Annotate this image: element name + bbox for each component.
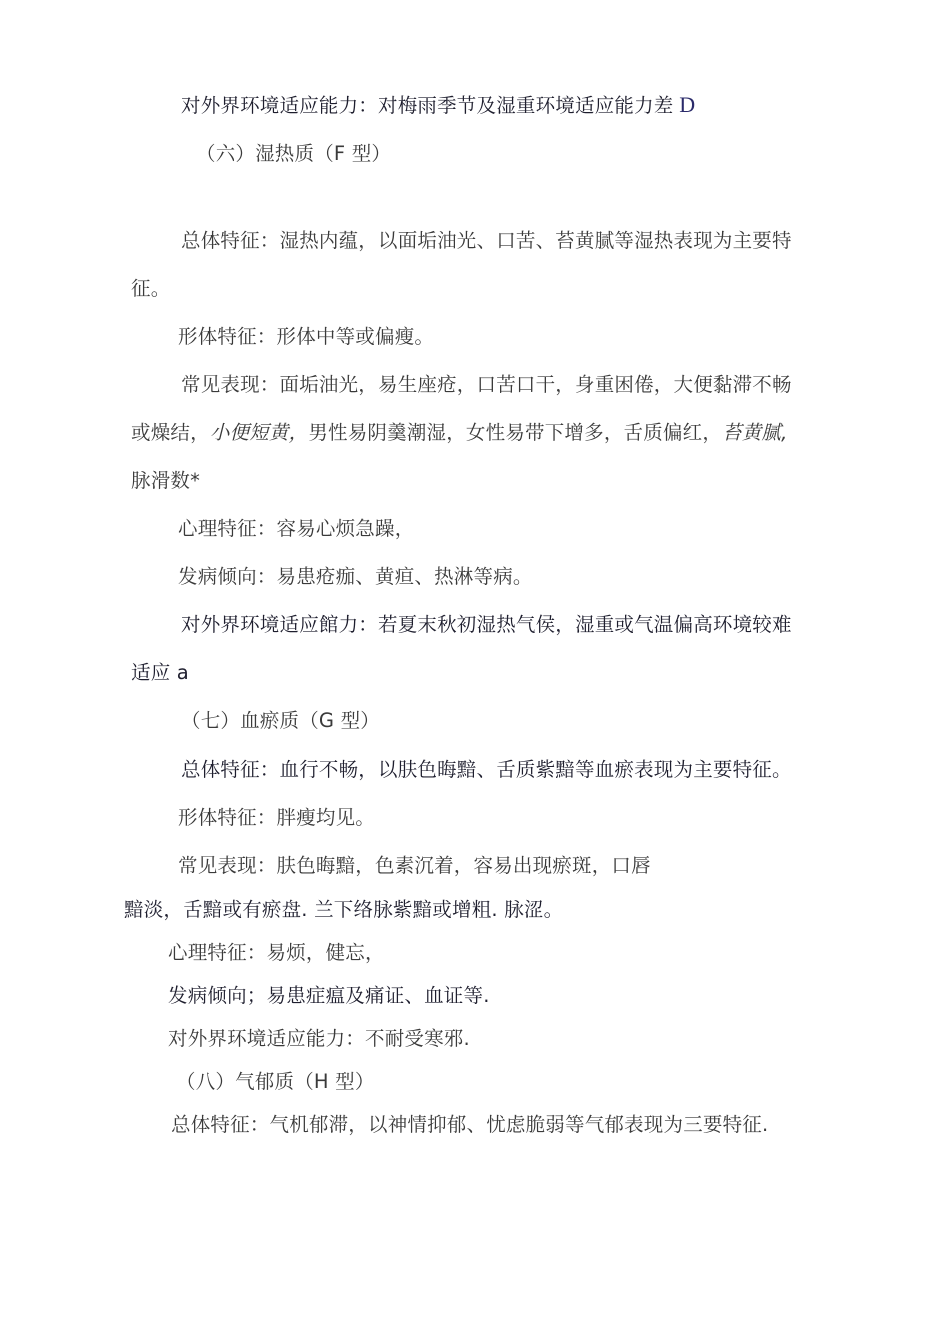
- text-line: [178, 324, 434, 350]
- text-segment: 常见表现：面垢油光，易生座疮，口苦口干，身重困倦，大便黏滞不畅: [181, 373, 792, 396]
- text-line: [178, 564, 533, 590]
- text-line: [168, 1026, 470, 1052]
- text-line: [131, 660, 189, 686]
- text-segment: 总体特征：血行不畅，以肤色晦黯、舌质紫黯等血瘀表现为主要特征。: [181, 758, 792, 781]
- text-line: [181, 228, 792, 254]
- text-segment: D: [673, 92, 696, 117]
- text-segment: 对外界环境适应館力：若夏末秋初湿热气侯，湿重或气温偏高环境较难: [181, 613, 792, 636]
- text-line: [181, 92, 695, 119]
- text-segment: 苔黄腻,: [722, 421, 788, 444]
- text-line: [178, 805, 375, 831]
- section-heading: [181, 708, 380, 734]
- text-segment: 黯淡，舌黯或有瘀盘. 兰下络脉紫黯或增粗. 脉涩。: [124, 898, 564, 921]
- text-segment: 男性易阴羹潮湿，女性易带下增多，舌质偏红，: [308, 421, 723, 444]
- section-heading: [196, 141, 391, 167]
- text-line: [168, 983, 490, 1009]
- text-segment: 总体特征：湿热内蕴，以面垢油光、口苦、苔黄腻等湿热表现为主要特: [181, 229, 792, 252]
- text-segment: 适应 a: [131, 661, 189, 684]
- text-segment: 脉滑数*: [131, 469, 201, 492]
- text-segment: 形体特征：胖瘦均见。: [178, 806, 376, 829]
- text-line: [131, 276, 170, 302]
- text-segment: 小便短黄，: [209, 421, 309, 444]
- text-line: [178, 853, 651, 879]
- heading-text: （八）气郁质（H 型）: [176, 1070, 375, 1093]
- text-line: [131, 420, 788, 446]
- text-segment: 形体特征：形体中等或偏瘦。: [178, 325, 435, 348]
- text-line: [181, 372, 792, 398]
- text-line: [168, 940, 385, 966]
- text-segment: 常见表现：肤色晦黯，色素沉着，容易出现瘀斑，口唇: [178, 854, 651, 877]
- section-heading: [176, 1069, 375, 1095]
- heading-text: （七）血瘀质（G 型）: [181, 709, 381, 732]
- text-segment: 心理特征：易烦，健忘，: [168, 941, 385, 964]
- text-segment: 发病倾向；易患症瘟及痛证、血证等.: [168, 984, 490, 1007]
- text-line: [131, 468, 200, 494]
- text-segment: 总体特征：气机郁滞，以神情抑郁、忧虑脆弱等气郁表现为三要特征.: [171, 1113, 769, 1136]
- text-segment: 心理特征：容易心烦急躁，: [178, 517, 415, 540]
- text-segment: 发病倾向：易患疮痂、黄疸、热淋等病。: [178, 565, 533, 588]
- text-line: [171, 1112, 768, 1138]
- text-line: [181, 612, 792, 638]
- text-segment: 或燥结，: [131, 421, 210, 444]
- text-segment: 对外界环境适应能力：对梅雨季节及湿重环境适应能力差: [181, 94, 674, 117]
- text-line: [178, 516, 414, 542]
- text-segment: 对外界环境适应能力：不耐受寒邪.: [168, 1027, 470, 1050]
- text-line: [181, 757, 792, 783]
- text-line: [124, 897, 563, 923]
- text-segment: 征。: [131, 277, 171, 300]
- heading-text: （六）湿热质（F 型）: [196, 142, 392, 165]
